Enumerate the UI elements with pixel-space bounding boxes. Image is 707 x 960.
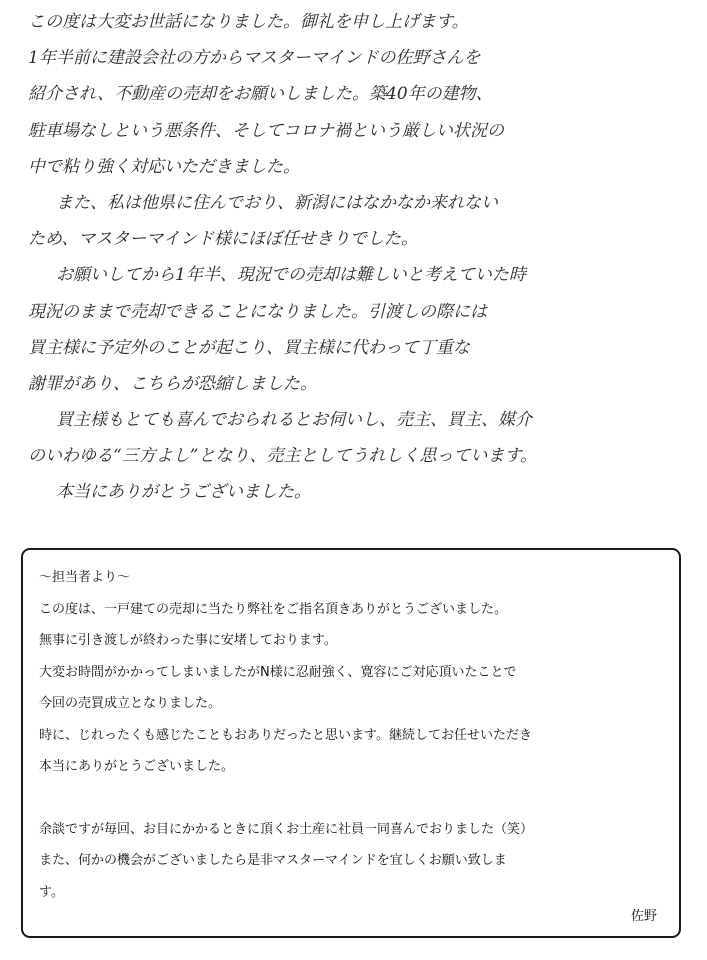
- letter-line: 紹介され、不動産の売却をお願いしました。築40年の建物、: [28, 84, 493, 105]
- handwritten-letter: [28, 4, 693, 511]
- letter-line: 買主様に予定外のことが起こり、買主様に代わって丁重な: [28, 337, 470, 358]
- letter-line: 中で粘り強く対応いただきました。: [28, 156, 300, 177]
- note-line: この度は、一戸建ての売却に当たり弊社をご指名頂きありがとうございました。: [39, 601, 508, 617]
- letter-line: ため、マスターマインド様にほぼ任せきりでした。: [28, 229, 418, 250]
- letter-line: 本当にありがとうございました。: [56, 482, 311, 503]
- note-line: 時に、じれったくも感じたこともおありだったと思います。継続してお任せいただき: [39, 727, 532, 743]
- letter-line: のいわゆる“三方よし”となり、売主としてうれしく思っています。: [28, 446, 538, 467]
- letter-line: 駐車場なしという悪条件、そしてコロナ禍という厳しい状況の: [28, 120, 504, 141]
- letter-line: 謝罪があり、こちらが恐縮しました。: [28, 373, 317, 394]
- note-line: 余談ですが毎回、お目にかかるときに頂くお土産に社員一同喜んでおりました（笑）: [39, 821, 534, 837]
- staff-comment-box: [21, 548, 681, 938]
- letter-line: 買主様もとても喜んでおられるとお伺いし、売主、買主、媒介: [56, 410, 532, 431]
- paragraph-spacer: [39, 783, 669, 814]
- note-line: 本当にありがとうございました。: [39, 759, 235, 774]
- staff-signature: 佐野: [630, 909, 657, 924]
- note-line: また、何かの機会がございましたら是非マスターマインドを宜しくお願い致しま: [39, 853, 507, 868]
- note-line: 大変お時間がかかってしまいましたがN様に忍耐強く、寛容にご対応頂いたことで: [39, 664, 517, 680]
- letter-line: 1年半前に建設会社の方からマスターマインドの佐野さんを: [28, 48, 481, 69]
- note-heading: ～担当者より～: [39, 570, 131, 585]
- note-line: 無事に引き渡しが終わった事に安堵しております。: [39, 633, 337, 648]
- note-line: 今回の売買成立となりました。: [39, 696, 222, 711]
- letter-line: 現況のままで売却できることになりました。引渡しの際には: [28, 301, 487, 322]
- letter-line: お願いしてから1年半、現況での売却は難しいと考えていた時: [56, 265, 526, 286]
- note-line: す。: [39, 884, 64, 900]
- letter-line: また、私は他県に住んでおり、新潟にはなかなか来れない: [56, 192, 498, 213]
- letter-line: この度は大変お世話になりました。御礼を申し上げます。: [28, 12, 469, 32]
